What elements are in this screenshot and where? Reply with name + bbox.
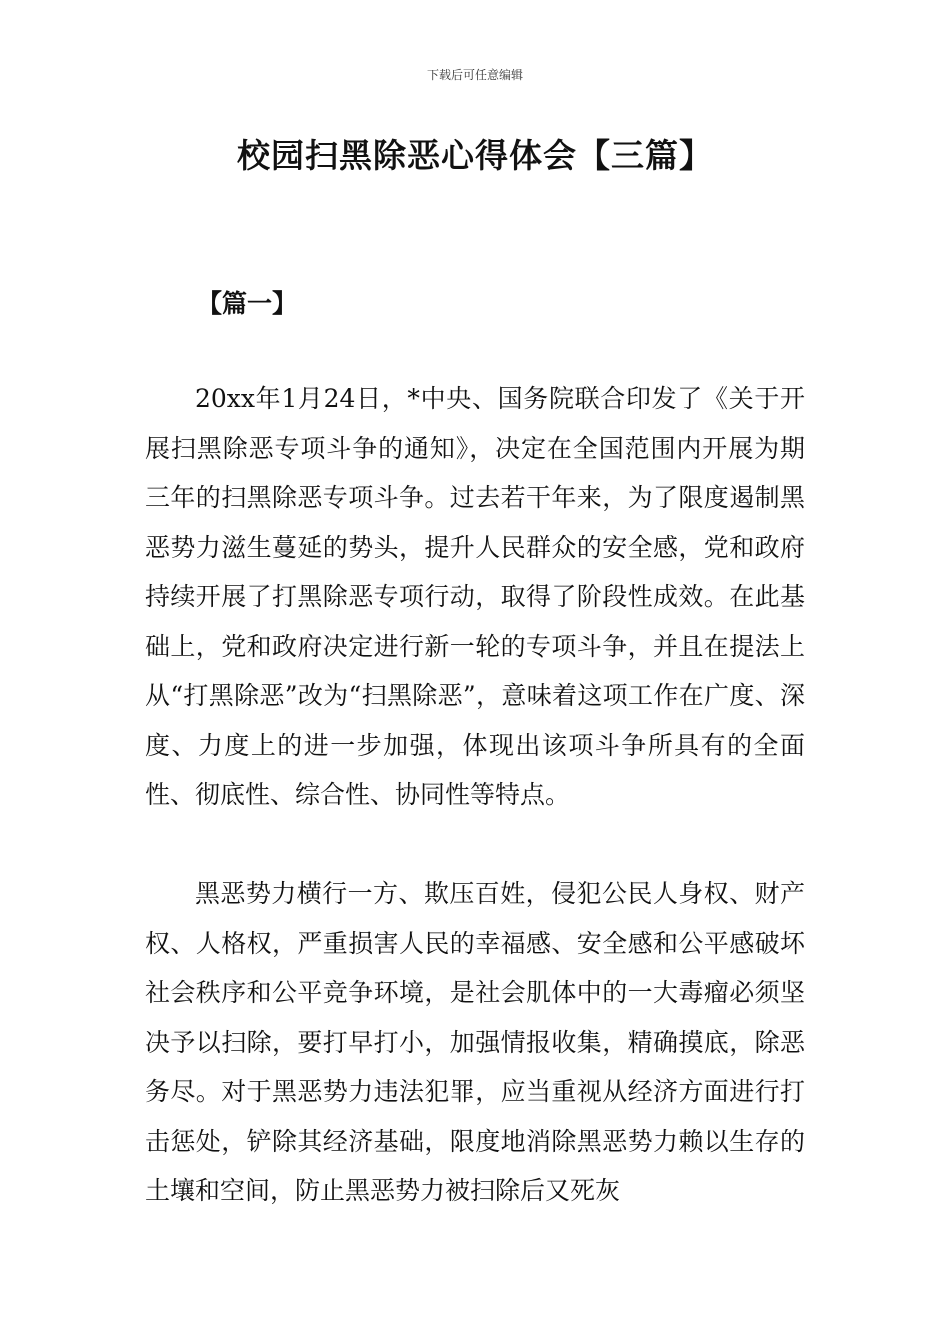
paragraph-2: 黑恶势力横行一方、欺压百姓，侵犯公民人身权、财产权、人格权，严重损害人民的幸福感、安全感和公平感破坏社会秩序和公平竞争环境，是社会肌体中的一大毒瘤必须坚决予以扫除，要打早打小，加强情报收集，精确摸底，除恶务尽。对于黑恶势力违法犯罪，应当重视从经济方面进行打击惩处，铲除其经济基础，限度地消除黑恶势力赖以生存的土壤和空间，防止黑恶势力被扫除后又死灰: [145, 879, 805, 1205]
document-title: 校园扫黑除恶心得体会【三篇】: [237, 136, 713, 175]
paragraph-1: 20xx年1月24日，*中央、国务院联合印发了《关于开展扫黑除恶专项斗争的通知》，决定在全国范围内开展为期三年的扫黑除恶专项斗争。过去若干年来，为了限度遏制黑恶势力滋生蔓延的势头，提升人民群众的安全感，党和政府持续开展了打黑除恶专项行动，取得了阶段性成效。在此基础上，党和政府决定进行新一轮的专项斗争，并且在提法上从“打黑除恶”改为“扫黑除恶”，意味着这项工作在广度、深度、力度上的进一步加强，体现出该项斗争所具有的全面性、彻底性、综合性、协同性等特点。: [145, 384, 805, 809]
header-note: 下载后可任意编辑: [426, 68, 523, 82]
section-heading: 【篇一】: [197, 289, 298, 318]
